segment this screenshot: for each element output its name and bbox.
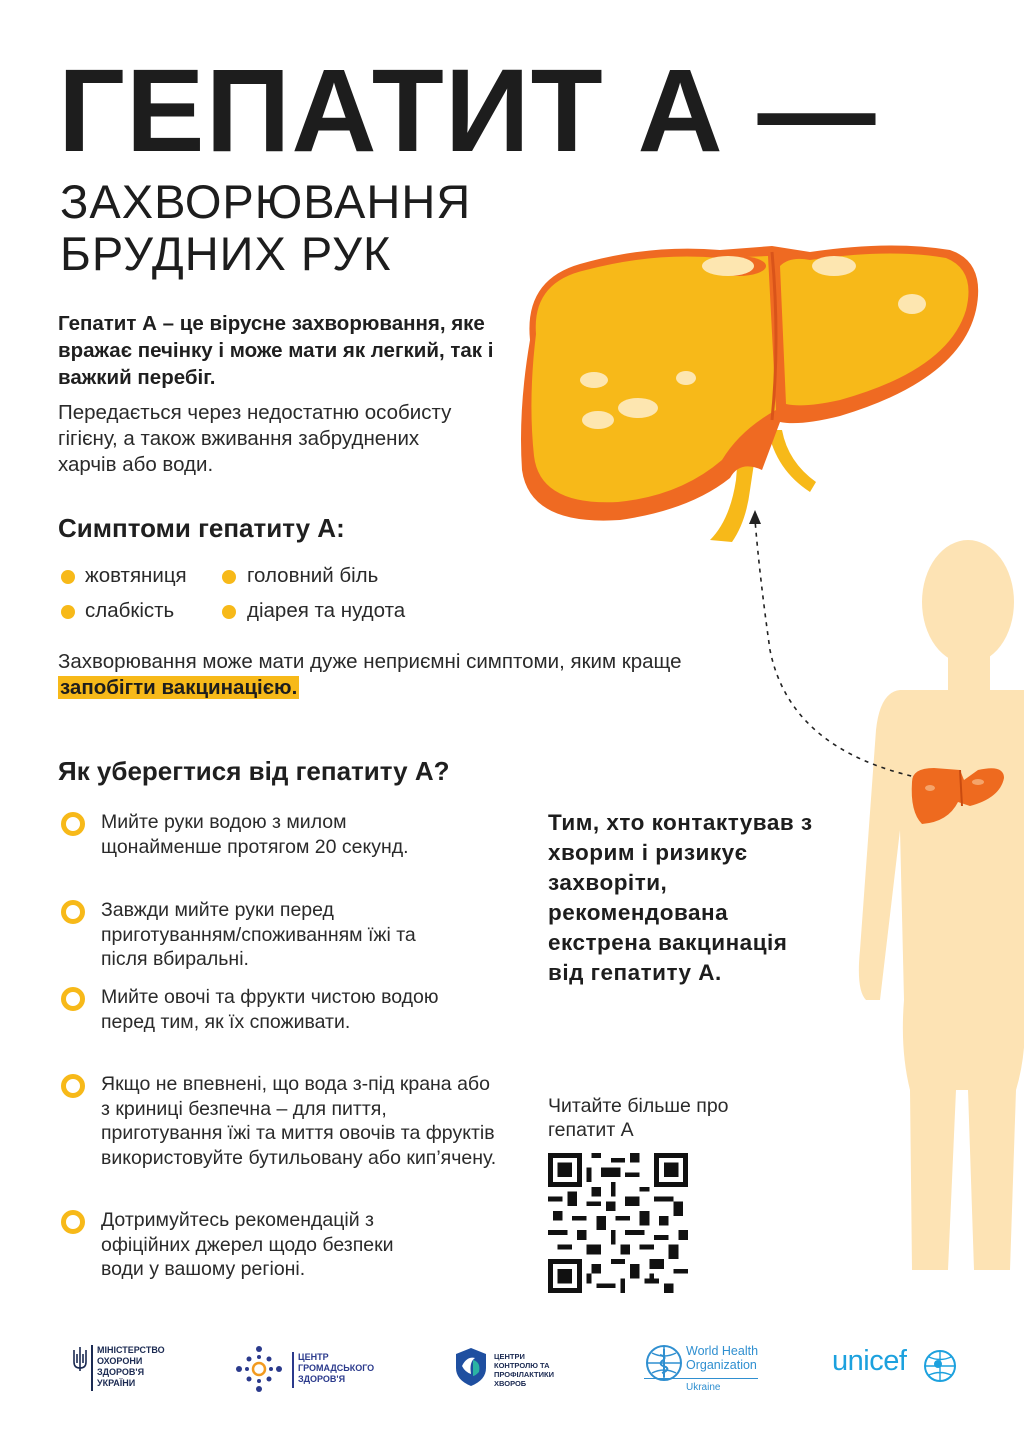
who-emblem-icon bbox=[644, 1343, 684, 1383]
symptom-item: жовтяниця bbox=[85, 564, 187, 587]
qr-code[interactable] bbox=[548, 1153, 688, 1293]
symptoms-heading: Симптоми гепатиту А: bbox=[58, 513, 345, 543]
bullet-dot-icon bbox=[61, 570, 75, 584]
ring-bullet-icon bbox=[61, 1074, 85, 1098]
prevention-tip: Завжди мийте руки перед приготуванням/споживанням їжі та після вбиральні. bbox=[101, 899, 416, 970]
intro-transmission: Передається через недостатню особисту гігієну, а також вживання забруднених харчів або води. bbox=[58, 401, 452, 476]
moh-logo-text: МІНІСТЕРСТВО ОХОРОНИ ЗДОРОВ'Я УКРАЇНИ bbox=[97, 1345, 165, 1388]
bullet-dot-icon bbox=[222, 570, 236, 584]
bullet-dot-icon bbox=[222, 605, 236, 619]
ring-bullet-icon bbox=[61, 812, 85, 836]
page-subtitle bbox=[60, 176, 471, 280]
ring-bullet-icon bbox=[61, 900, 85, 924]
warning-text: Захворювання може мати дуже неприємні симптоми, яким краще bbox=[58, 650, 682, 673]
warning-highlight: запобігти вакцинацією. bbox=[60, 676, 298, 699]
who-logo-text bbox=[686, 1344, 758, 1372]
cdc-shield-icon bbox=[453, 1346, 489, 1388]
ring-bullet-icon bbox=[61, 987, 85, 1011]
symptom-item: головний біль bbox=[247, 564, 379, 587]
trident-emblem-icon bbox=[72, 1346, 88, 1372]
ring-bullet-icon bbox=[61, 1210, 85, 1234]
prevention-tip: Дотримуйтесь рекомендацій з офіційних джерел щодо безпеки води у вашому регіоні. bbox=[101, 1209, 394, 1280]
prevention-tip: Мийте овочі та фрукти чистою водою перед тим, як їх споживати. bbox=[101, 986, 439, 1033]
liver-illustration bbox=[510, 230, 990, 550]
unicef-logo-text: unicef bbox=[832, 1345, 907, 1377]
symptom-item: слабкість bbox=[85, 599, 175, 622]
who-line-2: Organization bbox=[686, 1358, 757, 1372]
page-title: ГЕПАТИТ А — bbox=[58, 45, 877, 177]
intro-definition: Гепатит А – це вірусне захворювання, яке вражає печінку і може мати як легкий, так і важкий перебіг. bbox=[58, 312, 494, 389]
who-country: Ukraine bbox=[686, 1382, 721, 1393]
prevention-tip: Якщо не впевнені, що вода з-під крана або з криниці безпечна – для пиття, приготування їжі та миття овочів та фруктів використовуйте бутильовану або кип’ячену. bbox=[101, 1073, 497, 1169]
vaccination-warning bbox=[58, 649, 698, 701]
divider bbox=[292, 1352, 294, 1388]
subtitle-line-2: БРУДНИХ РУК bbox=[60, 227, 392, 280]
phc-logo-text: ЦЕНТР ГРОМАДСЬКОГО ЗДОРОВ'Я bbox=[298, 1352, 375, 1384]
subtitle-line-1: ЗАХВОРЮВАННЯ bbox=[60, 175, 472, 228]
prevention-tip: Мийте руки водою з милом щонайменше протягом 20 секунд. bbox=[101, 811, 409, 858]
cdc-logo-text: ЦЕНТРИ КОНТРОЛЮ ТА ПРОФІЛАКТИКИ ХВОРОБ bbox=[494, 1352, 554, 1388]
unicef-globe-icon bbox=[922, 1348, 958, 1384]
read-more-text: Читайте більше про гепатит А bbox=[548, 1095, 729, 1141]
small-liver-illustration bbox=[908, 762, 1008, 828]
who-line-1: World Health bbox=[686, 1344, 759, 1358]
prevention-heading: Як уберегтися від гепатиту А? bbox=[58, 756, 450, 786]
emergency-vaccination-note: Тим, хто контактував з хворим і ризикує захворіти, рекомендована екстрена вакцинація від гепатиту А. bbox=[548, 810, 813, 985]
divider bbox=[644, 1378, 758, 1379]
phc-logo-icon bbox=[234, 1344, 284, 1394]
symptom-item: діарея та нудота bbox=[247, 599, 406, 622]
bullet-dot-icon bbox=[61, 605, 75, 619]
divider bbox=[91, 1345, 93, 1391]
